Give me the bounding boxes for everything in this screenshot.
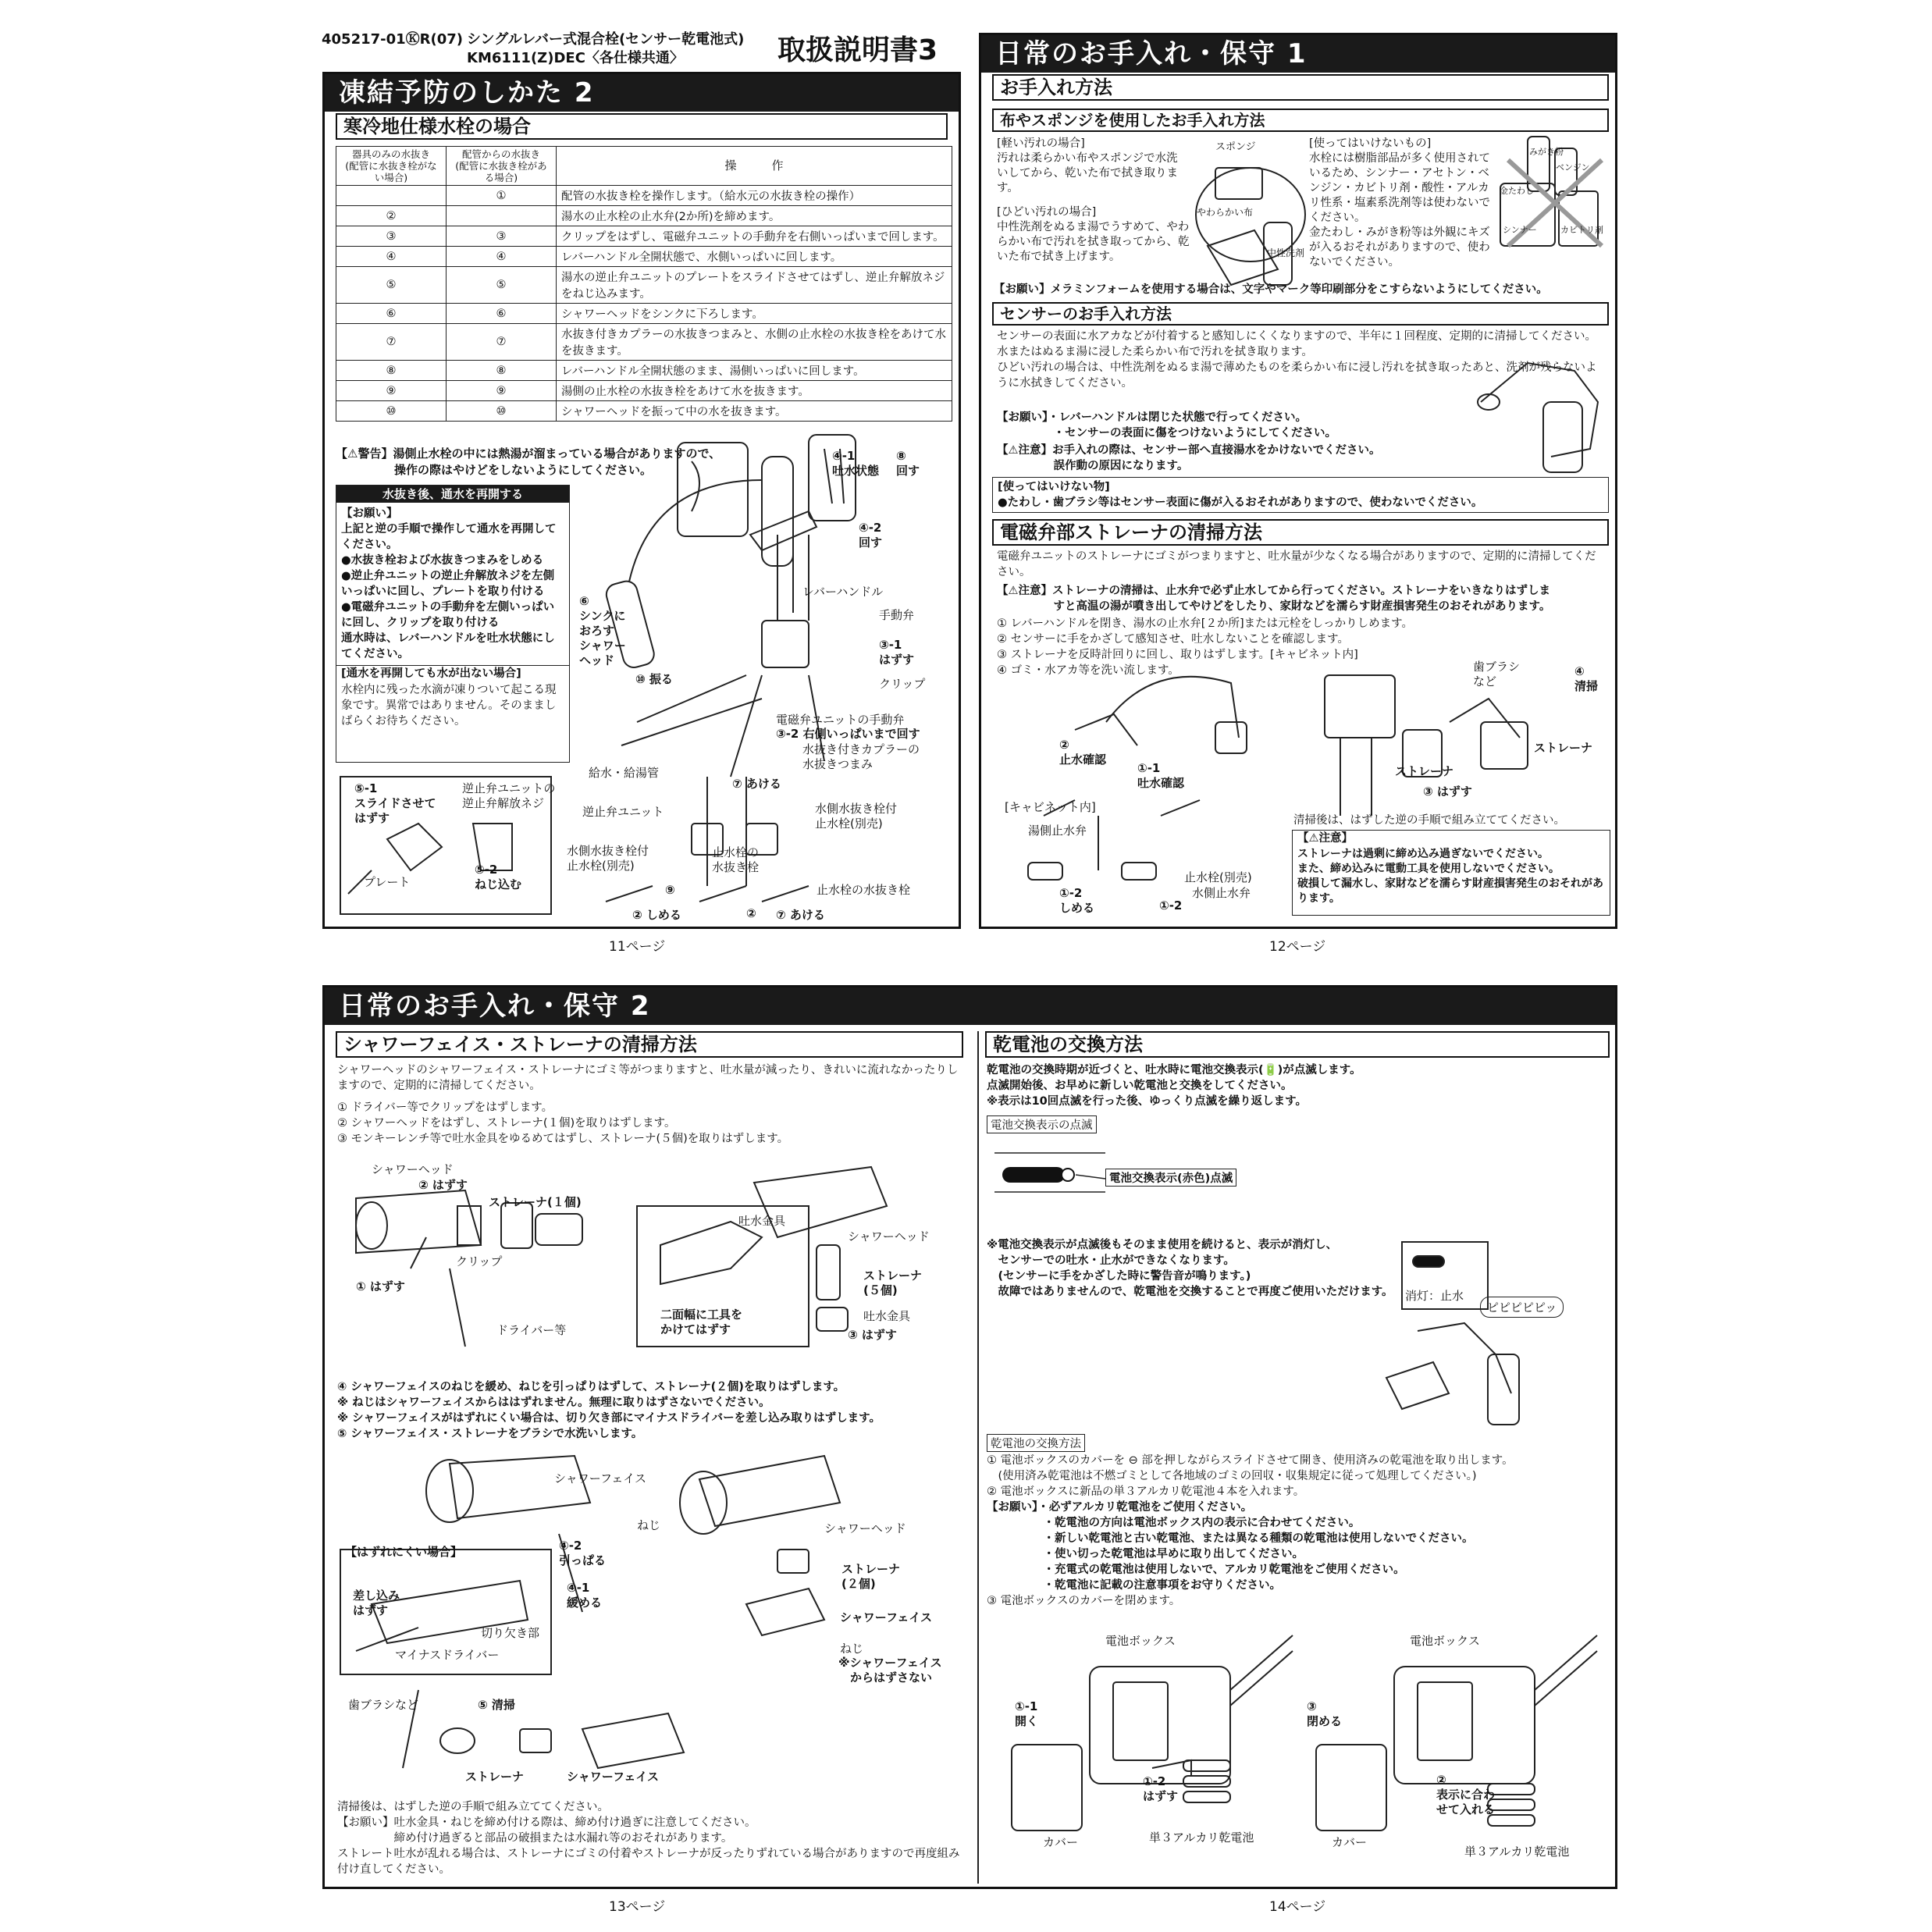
lbl-screw: ねじ <box>637 1518 661 1532</box>
op-cell: 湯水の止水栓の止水弁(2か所)を締めます。 <box>557 206 952 226</box>
reopen-body: 【お願い】 上記と逆の手順で操作して通水を再開してください。 ●水抜き栓および水抜きつまみをしめる ●逆止弁ユニットの逆止弁解放ネジを左側いっぱいに回し、プレートを取り付ける ●電磁弁ユニットの手動弁を左側いっぱいに回し、クリップを取り付ける 通水時は、レバーハンドルを吐水状態にしてください。 <box>341 507 557 660</box>
lbl-remove-batt: ①-2 はずす <box>1143 1774 1179 1803</box>
lbl-7b: ⑦ あける <box>776 908 825 922</box>
step-cell: ③ <box>336 226 447 247</box>
lbl-open: ①-1 開く <box>1015 1699 1039 1728</box>
battery-box-illustration <box>325 987 1620 1891</box>
lbl-showerface-2: シャワーフェイス <box>840 1610 933 1624</box>
lbl-remove-3: ③ はずす <box>848 1328 897 1342</box>
lbl-cover-2: カバー <box>1332 1835 1368 1849</box>
step-cell: ⑧ <box>447 361 557 381</box>
col-pipe: 配管からの水抜き (配管に水抜き栓がある場合) <box>447 147 557 186</box>
step-cell: ② <box>336 206 447 226</box>
lbl-4-2: ④-2 回す <box>859 521 883 550</box>
lbl-hot-valve: 湯側止水弁 <box>1028 824 1087 838</box>
page-12-panel <box>979 33 1617 929</box>
caution-title: 【⚠注意】 <box>1297 832 1353 845</box>
section-care: お手入れ方法 <box>992 74 1609 101</box>
solenoid-steps: ① レバーハンドルを閉き、湯水の止水弁[２か所]または元栓をしっかりしめます。 ② センサーに手をかざして感知させ、吐水しないことを確認します。 ③ ストレーナを反時計回りに回し、取りはずします。[キャビネット内] ④ ゴミ・水アカ等を洗い流します。 <box>997 617 1413 677</box>
lbl-remove-3: ③ はずす <box>1423 785 1472 799</box>
lbl-showerhead: シャワーヘッド <box>372 1162 454 1176</box>
lbl-detergent: 中性洗剤 <box>1267 247 1305 258</box>
page-number-11: 11ページ <box>609 939 666 955</box>
lbl-no-remove: ※シャワーフェイス からはずさない <box>838 1656 942 1685</box>
battery-intro: 乾電池の交換時期が近づくと、吐水時に電池交換表示(🔋)が点滅します。 点滅開始後、お早めに新しい乾電池と交換をしてください。 ※表示は10回点滅を行った後、ゆっくり点滅を繰り返します。 <box>987 1064 1361 1108</box>
solenoid-body: 電磁弁ユニットのストレーナにゴミがつまりますと、吐水量が少なくなる場合がありますので、定期的に清掃してください。 <box>997 550 1596 578</box>
blink-callout: 電池交換表示(赤色)点滅 <box>1105 1169 1236 1187</box>
beep-label: ピピピピピッ <box>1480 1297 1564 1318</box>
lbl-showerface: シャワーフェイス <box>554 1471 647 1485</box>
step-cell: ⑦ <box>447 324 557 361</box>
step-cell: ⑥ <box>336 304 447 324</box>
lbl-benzine: ベンジン <box>1556 162 1590 173</box>
page-number-12: 12ページ <box>1269 939 1326 955</box>
lbl-7a: ⑦ あける <box>732 777 781 791</box>
lbl-insert-batt: ② 表示に合わ せて入れる <box>1436 1773 1496 1816</box>
lbl-2b: ② <box>746 906 756 920</box>
caution-box <box>1292 830 1610 916</box>
step-cell: ⑦ <box>336 324 447 361</box>
lbl-strainer-5: ストレーナ (５個) <box>863 1268 923 1297</box>
lbl-strainer-2: ストレーナ <box>1395 764 1454 778</box>
lbl-aa-1: 単３アルカリ乾電池 <box>1149 1831 1254 1845</box>
lbl-close-1-2b: ①-2 <box>1159 898 1183 913</box>
lbl-clip-13: クリップ <box>456 1254 503 1268</box>
light-dirt: [軽い汚れの場合] 汚れは柔らかい布やスポンジで水洗いしてから、乾いた布で拭き取ります。 <box>997 137 1178 194</box>
op-cell: 湯側の止水栓の水抜き栓をあけて水を抜きます。 <box>557 381 952 401</box>
lbl-hard-case: 【はずれにくい場合】 <box>345 1545 463 1559</box>
lbl-showerhead-2: シャワーヘッド <box>848 1229 930 1244</box>
lbl-stop-plug: 止水栓の水抜き栓 <box>817 883 911 897</box>
lbl-spout-2: 吐水金具 <box>863 1309 911 1323</box>
lbl-brush: 歯ブラシ など <box>1473 660 1521 688</box>
showerface-steps-2: ④ シャワーフェイスのねじを緩め、ねじを引っぱりはずして、ストレーナ(２個)を取りはずします。 ※ ねじはシャワーフェイスからははずれません。無理に取りはずさないでください。 ※ シャワーフェイスがはずれにくい場合は、切り欠き部にマイナスドライバーを差し込み取りはずします。 ⑤ シャワーフェイス・ストレーナをブラシで水洗いします。 <box>337 1381 881 1440</box>
lbl-insert: 差し込み はずす <box>353 1589 400 1617</box>
doc-code: 405217-01ⓀR(07) <box>322 31 464 48</box>
step-cell: ⑤ <box>336 267 447 304</box>
lbl-close-1-2: ①-2 しめる <box>1059 886 1095 915</box>
lbl-check-unit: 逆止弁ユニット <box>582 805 664 819</box>
lbl-remove-1: ① はずす <box>356 1279 405 1293</box>
lbl-brush-13: 歯ブラシなど <box>348 1698 419 1712</box>
lbl-aa-2: 単３アルカリ乾電池 <box>1464 1845 1570 1859</box>
lbl-3-1: ③-1 はずす <box>879 638 915 667</box>
step-cell: ⑨ <box>447 381 557 401</box>
lbl-sponge: スポンジ <box>1215 141 1256 153</box>
lbl-showerface-c: シャワーフェイス <box>567 1770 660 1784</box>
lbl-4-1: ④-1 吐水状態 <box>832 449 880 478</box>
lbl-clean-4: ④ 清掃 <box>1574 664 1599 693</box>
lbl-3-2: ③-2 右側いっぱいまで回す <box>776 727 920 741</box>
op-cell: シャワーヘッドをシンクに下ろします。 <box>557 304 952 324</box>
step-cell: ③ <box>447 226 557 247</box>
showerface-footer: 清掃後は、はずした逆の手順で組み立ててください。 【お願い】吐水金具・ねじを締め付ける際は、締め付け過ぎに注意してください。 締め付け過ぎると部品の破損または水漏れ等のおそれがあります。 ストレート吐水が乱れる場合は、ストレーナにゴミの付着やストレーナが反ったりずれている場合がありますので再度組み付け直してください。 <box>337 1801 960 1876</box>
lbl-screw-2: ねじ <box>840 1642 864 1656</box>
lbl-battery-box-1: 電池ボックス <box>1105 1634 1176 1648</box>
op-cell: レバーハンドル全開状態のまま、湯側いっぱいに回します。 <box>557 361 952 381</box>
section-solenoid-strainer: 電磁弁部ストレーナの清掃方法 <box>992 519 1609 546</box>
lbl-clip: クリップ <box>879 677 926 691</box>
solenoid-illustration <box>981 35 1620 931</box>
lbl-minus-driver: マイナスドライバー <box>395 1648 500 1662</box>
page-13-band: 日常のお手入れ・保守 2 <box>325 987 1615 1025</box>
step-cell: ④ <box>447 247 557 267</box>
battery-note: ※電池交換表示が点滅後もそのまま使用を続けると、表示が消灯し、 センサーでの吐水・止水ができなくなります。 (センサーに手をかざした時に警告音が鳴ります。) 故障ではありませんので、乾電池を交換することで再度ご使用いただけます。 <box>987 1239 1393 1298</box>
page-number-13: 13ページ <box>609 1899 666 1915</box>
lbl-check-screw: 逆止弁ユニットの 逆止弁解放ネジ <box>462 781 556 810</box>
step-cell: ④ <box>336 247 447 267</box>
col-op: 操 作 <box>557 147 952 186</box>
step-cell: ⑩ <box>447 401 557 422</box>
caution-body: ストレーナは過剰に締め込み過ぎないでください。 また、締め込みに電動工具を使用しないでください。 破損して漏水し、家財などを濡らす財産損害発生のおそれがあります。 <box>1297 848 1603 905</box>
op-cell: クリップをはずし、電磁弁ユニットの手動弁を右側いっぱいまで回します。 <box>557 226 952 247</box>
lbl-9: ⑨ <box>665 883 675 897</box>
op-cell: シャワーヘッドを振って中の水を抜きます。 <box>557 401 952 422</box>
lbl-cabinet: [キャビネット内] <box>1005 800 1096 814</box>
lbl-discharge-check: ①-1 吐水確認 <box>1137 761 1185 790</box>
page-12-band: 日常のお手入れ・保守 1 <box>981 35 1615 73</box>
sensor-request: 【お願い】・レバーハンドルは閉じた状態で行ってください。 ・センサーの表面に傷をつけないようにしてください。 <box>997 411 1336 439</box>
lbl-strainer-c: ストレーナ <box>465 1770 525 1784</box>
page-11-band: 凍結予防のしかた 2 <box>325 74 959 112</box>
lbl-8: ⑧ 回す <box>896 449 920 478</box>
sub-sensor: センサーのお手入れ方法 <box>992 302 1609 326</box>
sensor-body: センサーの表面に水アカなどが付着すると感知しにくくなりますので、半年に１回程度、定期的に清掃してください。 水またはぬるま湯に浸した柔らかい布で汚れを拭き取ります。 ひどい汚れの場合は、中性洗剤をぬるま湯で薄めたものを柔らかい布に浸し汚れを拭き取ったあと、洗剤が残らないように水拭きしてください。 <box>997 330 1597 390</box>
lbl-off-stop: 消灯：止水 <box>1405 1289 1464 1303</box>
lbl-supply: 給水・給湯管 <box>589 766 660 780</box>
lbl-manual-valve: 手動弁 <box>879 608 915 622</box>
lbl-5-2: ⑤-2 ねじ込む <box>475 863 522 891</box>
lbl-strainer: ストレーナ <box>1534 741 1593 755</box>
showerface-steps: ① ドライバー等でクリップをはずします。 ② シャワーヘッドをはずし、ストレーナ(１個)を取りはずします。 ③ モンキーレンチ等で吐水金具をゆるめてはずし、ストレーナ(５個)を取りはずします。 <box>337 1101 789 1145</box>
page-11-panel <box>322 72 961 929</box>
lbl-notch: 切り欠き部 <box>481 1626 540 1640</box>
lbl-coupler: 水抜き付きカプラーの 水抜きつまみ <box>802 742 920 771</box>
lbl-water-valve: 水側止水弁 <box>1192 886 1251 900</box>
op-cell: 水抜き付きカプラーの水抜きつまみと、水側の止水栓の水抜き栓をあけて水を抜きます。 <box>557 324 952 361</box>
no-water-title: [通水を再開しても水が出ない場合] <box>336 665 569 682</box>
replace-steps: ① 電池ボックスのカバーを ⊖ 部を押しながらスライドさせて開き、使用済みの乾電池を取り出します。 (使用済み乾電池は不燃ゴミとして各地域のゴミの回収・収集規定に従って処理してください。) ② 電池ボックスに新品の単３アルカリ乾電池４本を入れます。 <box>987 1454 1514 1498</box>
step-cell: ① <box>447 186 557 206</box>
sensor-nouse: [使ってはいけない物] ●たわし・歯ブラシ等はセンサー表面に傷が入るおそれがありますので、使わないでください。 <box>998 481 1483 509</box>
lbl-solenoid: 電磁弁ユニットの手動弁 <box>776 713 905 727</box>
lbl-water-drain-2: 水側水抜き栓付 止水栓(別売) <box>567 844 649 873</box>
battery-step3: ③ 電池ボックスのカバーを閉めます。 <box>987 1595 1181 1607</box>
section-cold-region: 寒冷地仕様水栓の場合 <box>336 113 948 140</box>
lbl-kabitori: カビトリ剤 <box>1560 225 1603 235</box>
reopen-title: 水抜き後、通水を再開する <box>336 486 569 503</box>
lbl-kinwashi: 金たわし <box>1500 186 1534 196</box>
step-cell: ⑩ <box>336 401 447 422</box>
blink-label: 電池交換表示の点滅 <box>987 1115 1097 1133</box>
section-battery: 乾電池の交換方法 <box>985 1031 1610 1058</box>
battery-request: 【お願い】・必ずアルカリ乾電池をご使用ください。 ・乾電池の方向は電池ボックス内の表示に合わせてください。 ・新しい乾電池と古い乾電池、または異なる種類の乾電池は使用しないでください。 ・使い切った乾電池は早めに取り出してください。 ・充電式の乾電池は使用しないで、アルカリ乾電池をご使用ください。 ・乾電池に記載の注意事項をお守りください。 <box>987 1501 1474 1592</box>
lbl-stop-sold: 止水栓(別売) <box>1184 870 1252 884</box>
lbl-soft-cloth: やわらかい布 <box>1197 207 1254 218</box>
lbl-spout: 吐水金具 <box>738 1214 786 1228</box>
manual-title: 取扱説明書3 <box>777 34 938 66</box>
page-number-14: 14ページ <box>1269 1899 1326 1915</box>
lbl-strainer-1: ストレーナ(１個) <box>489 1195 582 1209</box>
lbl-cover-1: カバー <box>1043 1835 1079 1849</box>
lbl-thinner: シンナー <box>1503 225 1537 235</box>
heavy-dirt: [ひどい汚れの場合] 中性洗剤をぬるま湯でうすめて、やわらかい布で汚れを拭き取ってから、乾いた布で拭き上げます。 <box>997 206 1190 263</box>
op-cell: レバーハンドル全開状態で、水側いっぱいに回します。 <box>557 247 952 267</box>
sub-cloth-sponge: 布やスポンジを使用したお手入れ方法 <box>992 109 1609 132</box>
col-fixture: 器具のみの水抜き (配管に水抜き栓がない場合) <box>336 147 447 186</box>
lbl-plate: プレート <box>364 875 411 889</box>
lbl-loosen-4-1: ④-1 緩める <box>567 1581 603 1610</box>
lbl-clean-5: ⑤ 清掃 <box>478 1698 515 1712</box>
lbl-two-face: 二面幅に工具を かけてはずす <box>660 1308 743 1336</box>
showerface-intro: シャワーヘッドのシャワーフェイス・ストレーナにゴミ等がつまりますと、吐水量が減ったり、きれいに流れなかったりしますので、定期的に清掃してください。 <box>337 1064 959 1092</box>
op-cell: 湯水の逆止弁ユニットのプレートをスライドさせてはずし、逆止弁解放ネジをねじ込みます。 <box>557 267 952 304</box>
lbl-pull-4-2: ④-2 引っぱる <box>559 1539 607 1567</box>
lbl-close: ③ 閉める <box>1307 1699 1343 1728</box>
do-not-use: [使ってはいけないもの] 水栓には樹脂部品が多く使用されているため、シンナー・アセトン・ベンジン・カビトリ剤・酸性・アルカリ性系・塩素系洗剤等は使わないでください。 金たわし・みがき粉等は外観にキズが入るおそれがありますので、使わないでください。 <box>1309 137 1490 269</box>
lbl-2: ② しめる <box>632 908 681 922</box>
step-cell: ⑨ <box>336 381 447 401</box>
lbl-showerhead-3: シャワーヘッド <box>824 1521 906 1535</box>
lbl-battery-box-2: 電池ボックス <box>1410 1634 1480 1648</box>
lbl-5-1: ⑤-1 スライドさせて はずす <box>354 781 436 825</box>
step-cell: ⑤ <box>447 267 557 304</box>
op-cell: 配管の水抜き栓を操作します。（給水元の水抜き栓の操作） <box>557 186 952 206</box>
step-cell: ⑥ <box>447 304 557 324</box>
lbl-driver: ドライバー等 <box>496 1323 567 1337</box>
lbl-stop-check: ② 止水確認 <box>1059 738 1107 767</box>
reassemble-note: 清掃後は、はずした逆の手順で組み立ててください。 <box>1293 814 1565 827</box>
no-water-body: 水栓内に残った水滴が凍りついて起こる現象です。異常ではありません。そのまましばらくお待ちください。 <box>341 684 557 728</box>
solenoid-caution: 【⚠注意】ストレーナの清掃は、止水弁で必ず止水してから行ってください。ストレーナをいきなりはずしま すと高温の湯が噴き出してやけどをしたり、家財などを濡らす財産損害発生のおそれがあります。 <box>997 585 1551 613</box>
sensor-caution: 【⚠注意】お手入れの際は、センサー部へ直接湯水をかけないでください。 誤作動の原因になります。 <box>997 444 1381 472</box>
lbl-stop-drain: 止水栓の 水抜き栓 <box>712 845 760 874</box>
lbl-lever-handle: レバーハンドル <box>802 585 884 599</box>
step-cell: ⑧ <box>336 361 447 381</box>
lbl-6: ⑥ シンクに おろす シャワー ヘッド <box>579 594 626 667</box>
note-melamine: 【お願い】メラミンフォームを使用する場合は、文字やマーク等印刷部分をこすらないようにしてください。 <box>994 283 1548 296</box>
page-13-14-panel <box>322 985 1617 1889</box>
lbl-strainer-2: ストレーナ (２個) <box>841 1562 901 1591</box>
lbl-migaki: みがき粉 <box>1529 147 1564 157</box>
lbl-10: ⑩ 振る <box>635 672 673 686</box>
replace-label: 乾電池の交換方法 <box>987 1434 1085 1452</box>
product-model: KM6111(Z)DEC〈各仕様共通〉 <box>467 50 684 66</box>
lbl-water-drain: 水側水抜き栓付 止水栓(別売) <box>815 802 898 831</box>
lbl-remove-2: ② はずす <box>418 1178 468 1192</box>
warning-hot: 【⚠警告】湯側止水栓の中には熱湯が溜まっている場合がありますので、 操作の際はやけどをしないようにしてください。 <box>336 447 721 477</box>
product-name: シングルレバー式混合栓(センサー乾電池式) <box>467 31 745 48</box>
section-showerface: シャワーフェイス・ストレーナの清掃方法 <box>336 1031 963 1058</box>
